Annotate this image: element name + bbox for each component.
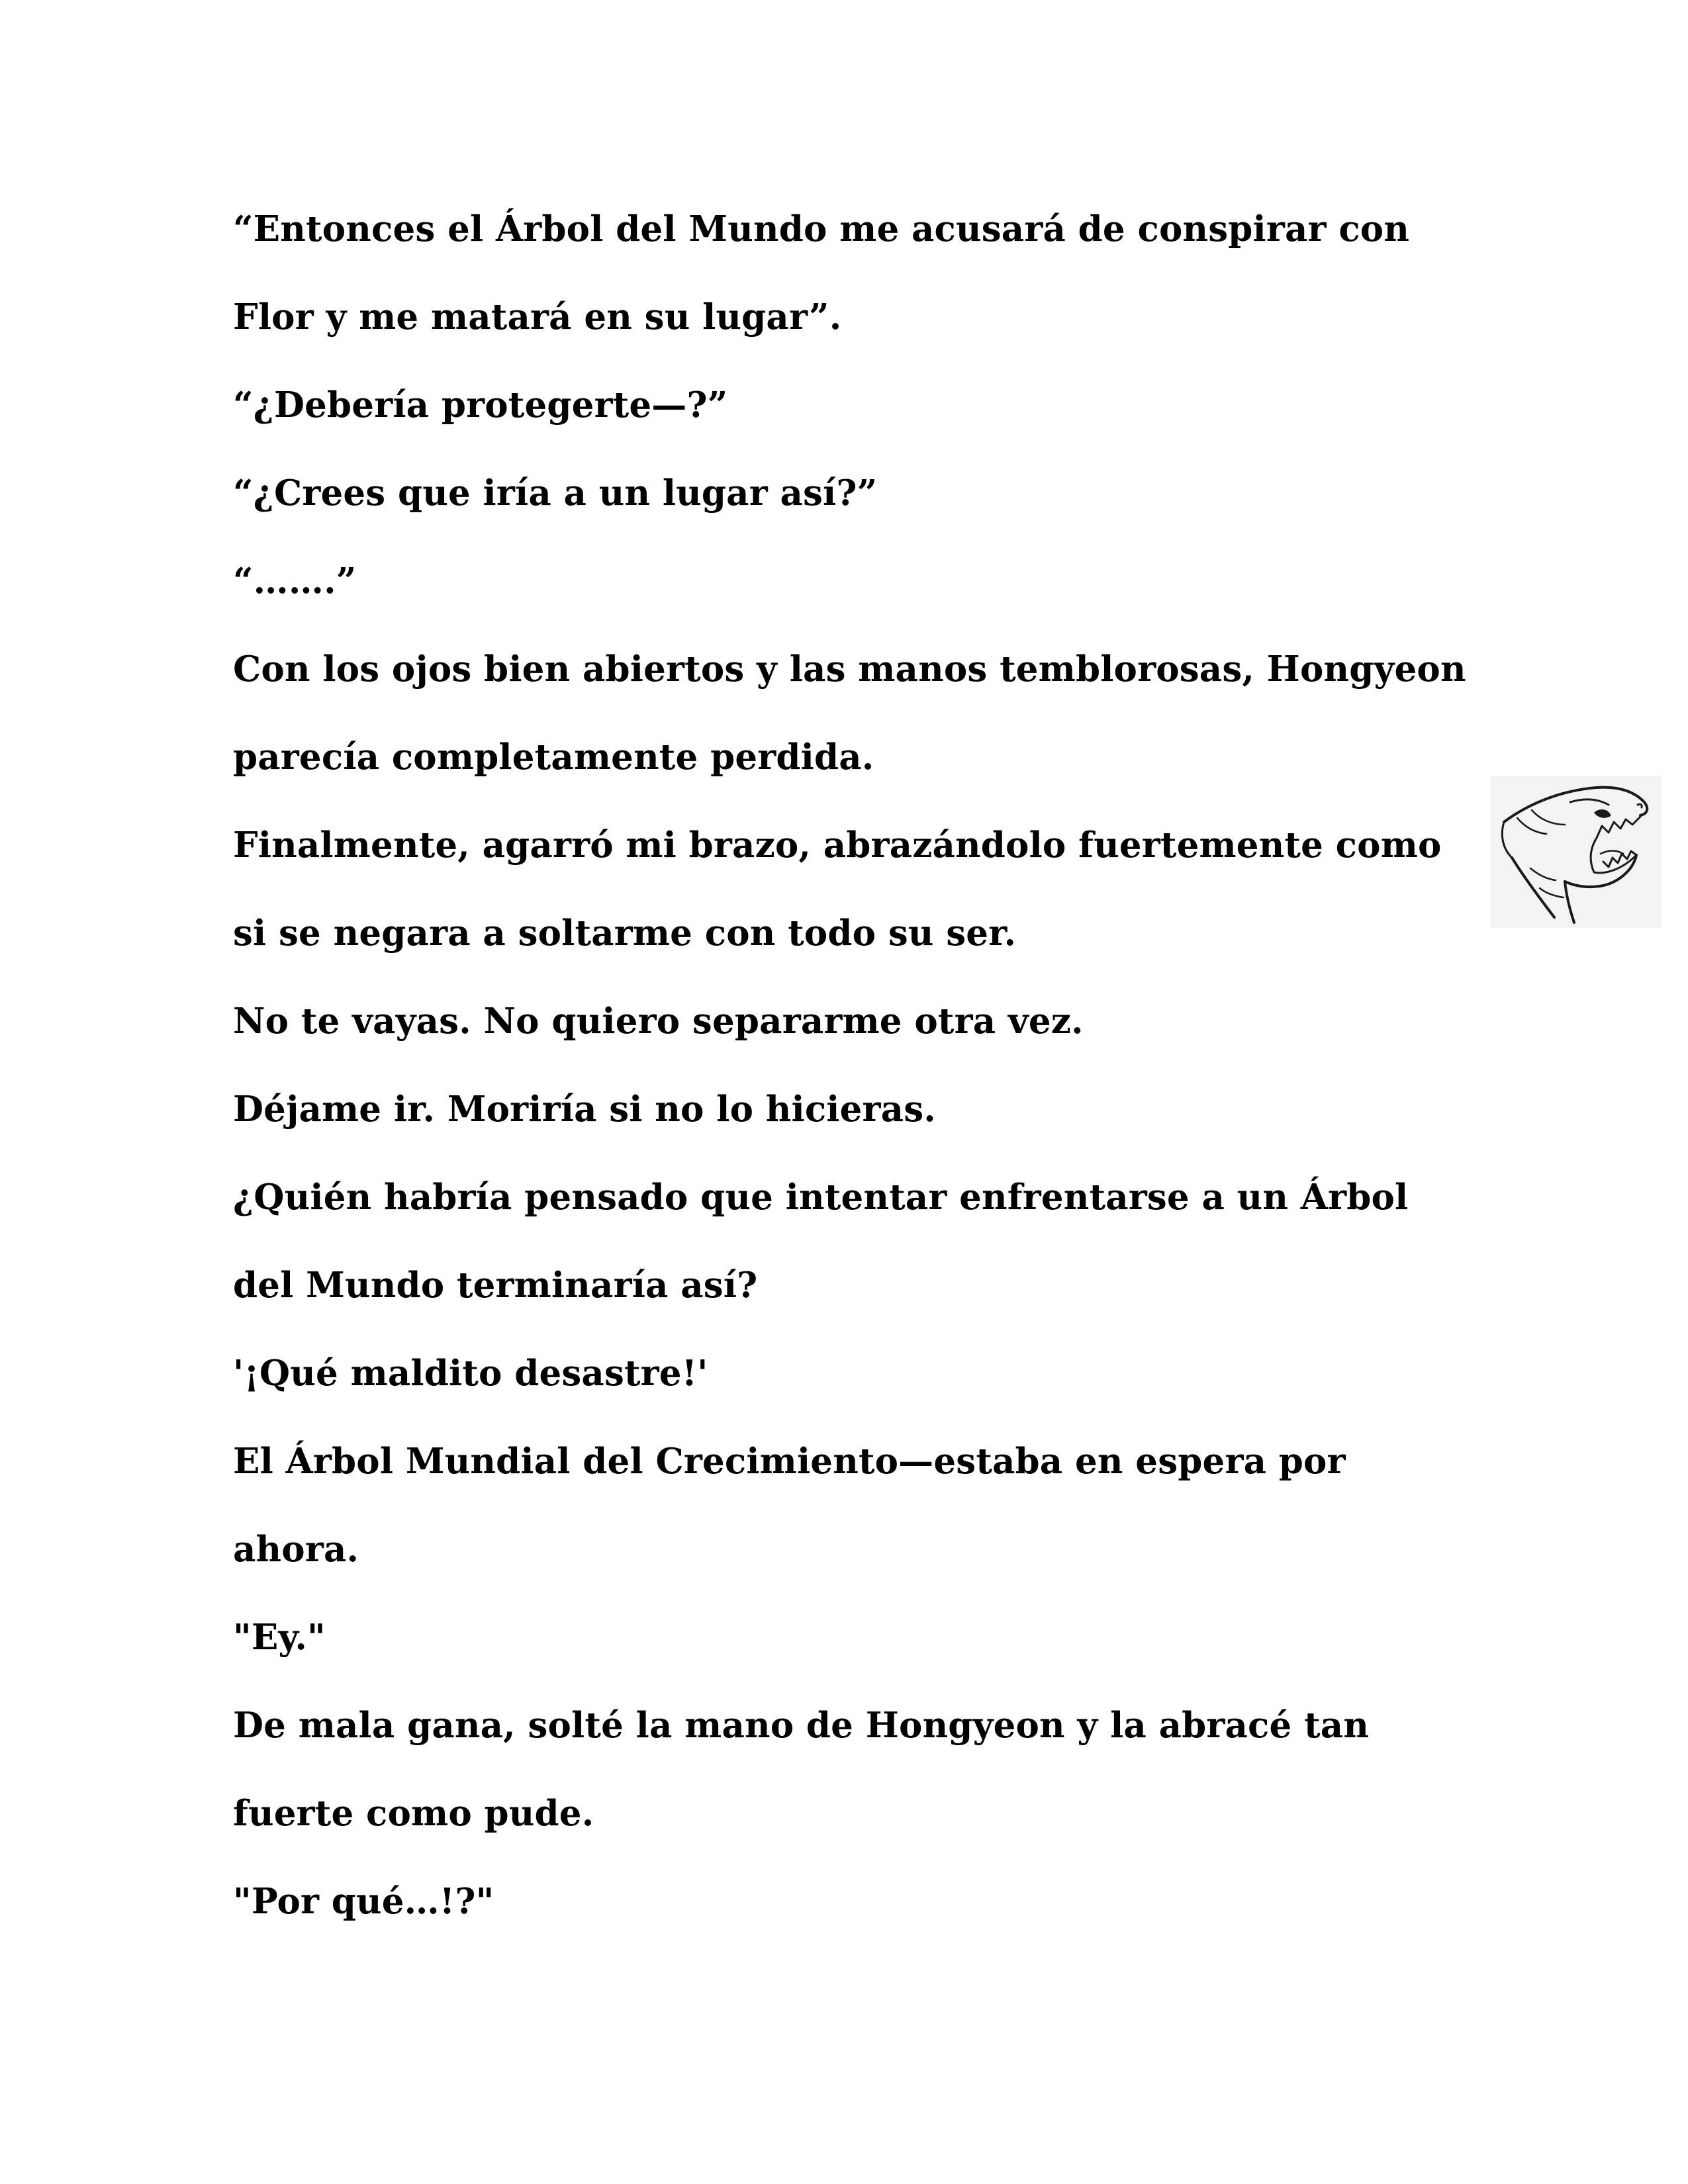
- text-line-20: "Por qué…!?": [233, 1881, 494, 1922]
- text-line-4: “¿Crees que iría a un lugar así?”: [233, 473, 878, 514]
- text-line-14: '¡Qué maldito desastre!': [233, 1353, 708, 1394]
- text-line-10: No te vayas. No quiero separarme otra vez.: [233, 1001, 1084, 1042]
- text-line-18: De mala gana, solté la mano de Hongyeon y la abracé tan: [233, 1705, 1370, 1746]
- text-line-3: “¿Debería protegerte—?”: [233, 385, 728, 426]
- text-line-1: “Entonces el Árbol del Mundo me acusará de conspirar con: [233, 208, 1410, 250]
- text-line-7: parecía completamente perdida.: [233, 737, 874, 778]
- text-line-8: Finalmente, agarró mi brazo, abrazándolo fuertemente como: [233, 825, 1442, 866]
- text-line-2: Flor y me matará en su lugar”.: [233, 296, 842, 338]
- body-text: [233, 185, 1491, 1946]
- text-line-5: “…….”: [233, 561, 357, 602]
- text-line-19: fuerte como pude.: [233, 1793, 594, 1834]
- text-line-13: del Mundo terminaría así?: [233, 1265, 758, 1306]
- text-line-6: Con los ojos bien abiertos y las manos temblorosas, Hongyeon: [233, 649, 1466, 690]
- text-line-15: El Árbol Mundial del Crecimiento—estaba en espera por: [233, 1441, 1346, 1482]
- text-line-17: "Ey.": [233, 1617, 326, 1658]
- text-line-9: si se negara a soltarme con todo su ser.: [233, 913, 1017, 954]
- text-line-12: ¿Quién habría pensado que intentar enfrentarse a un Árbol: [233, 1177, 1409, 1218]
- dinosaur-head-sketch-icon: [1491, 776, 1662, 928]
- text-line-11: Déjame ir. Moriría si no lo hicieras.: [233, 1089, 936, 1130]
- text-line-16: ahora.: [233, 1529, 359, 1570]
